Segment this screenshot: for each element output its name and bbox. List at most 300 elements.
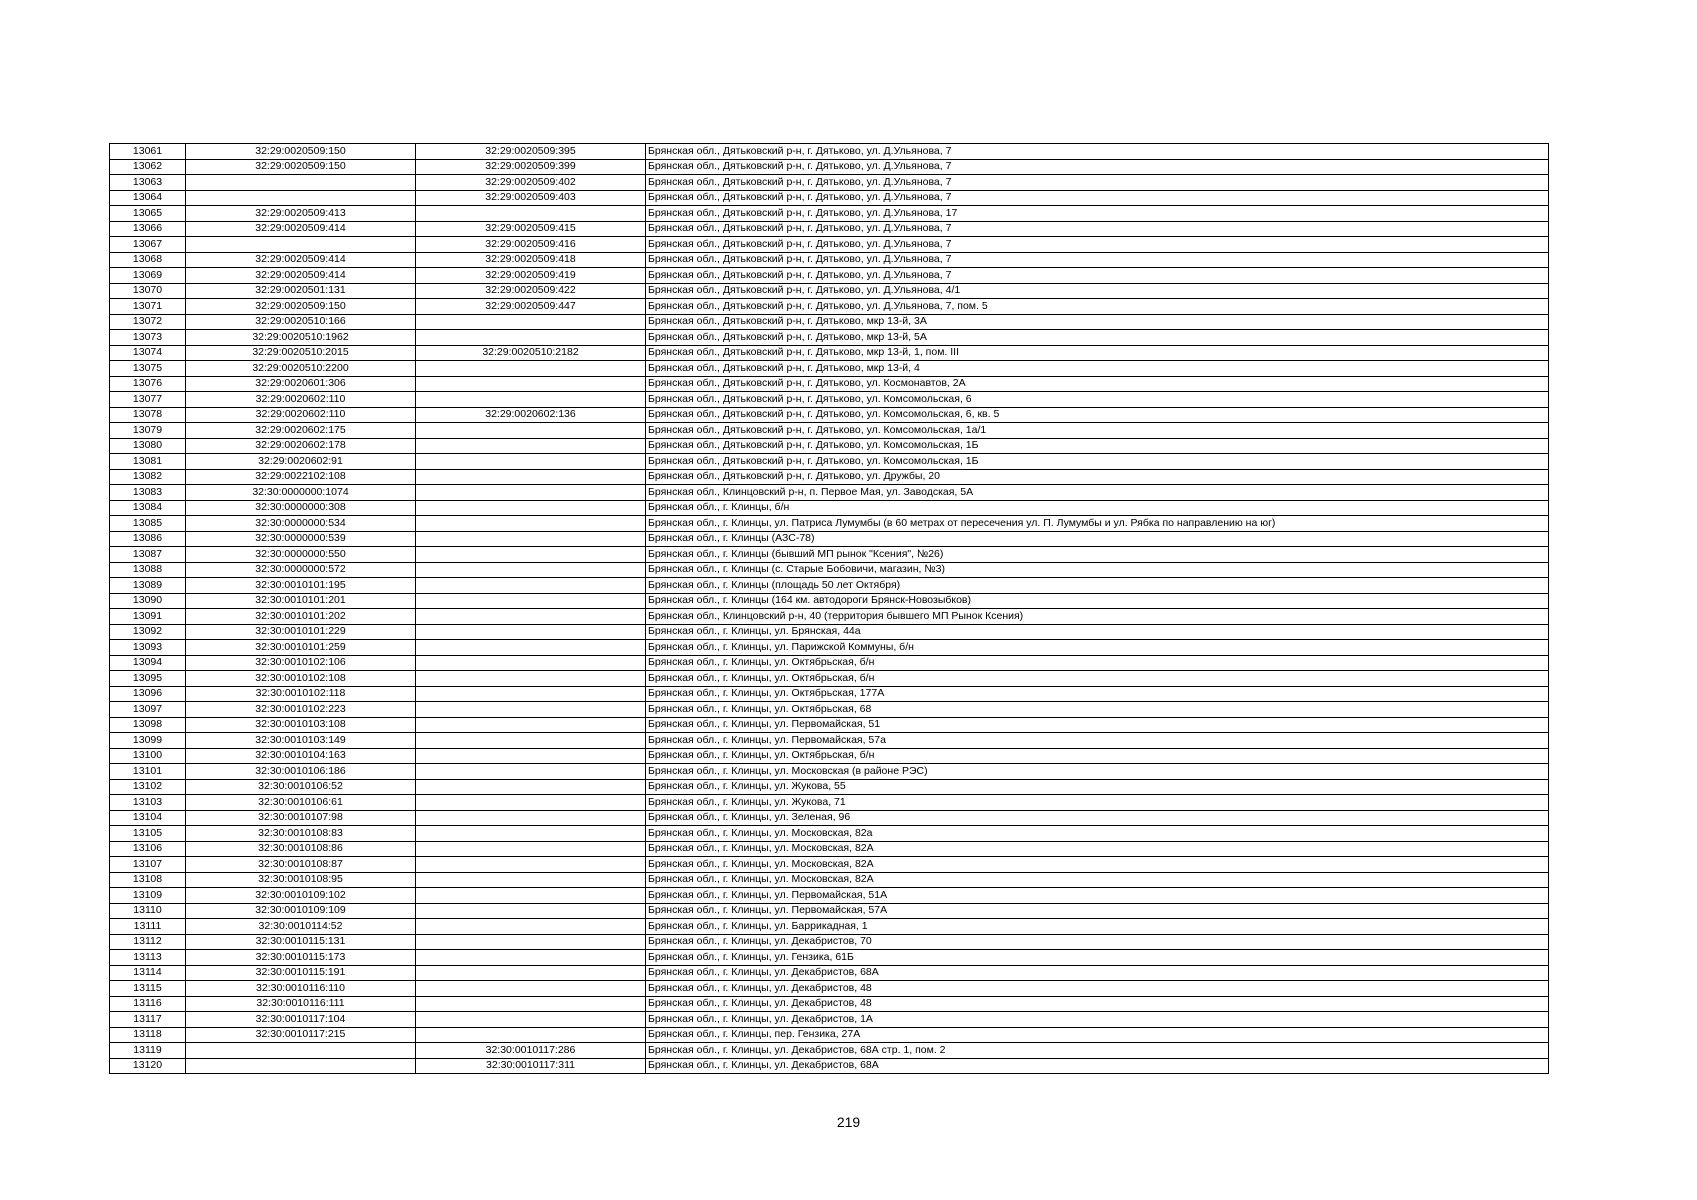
- address-cell: Брянская обл., г. Клинцы, ул. Декабристов, 48: [646, 996, 1549, 1012]
- object-number-cell: [416, 423, 646, 439]
- object-number-cell: [416, 609, 646, 625]
- address-cell: Брянская обл., Дятьковский р-н, г. Дятьково, ул. Комсомольская, 6: [646, 392, 1549, 408]
- address-cell: Брянская обл., г. Клинцы, ул. Октябрьская, б/н: [646, 748, 1549, 764]
- parcel-number-cell: 32:30:0010109:109: [186, 903, 416, 919]
- address-cell: Брянская обл., г. Клинцы, ул. Октябрьская, б/н: [646, 655, 1549, 671]
- address-cell: Брянская обл., Дятьковский р-н, г. Дятьково, мкр 13-й, 5А: [646, 330, 1549, 346]
- object-number-cell: [416, 888, 646, 904]
- parcel-number-cell: 32:29:0020510:2015: [186, 345, 416, 361]
- row-number-cell: 13068: [110, 252, 186, 268]
- address-cell: Брянская обл., г. Клинцы, ул. Московская, 82А: [646, 857, 1549, 873]
- address-cell: Брянская обл., г. Клинцы, ул. Октябрьская, б/н: [646, 671, 1549, 687]
- page-number: 219: [836, 1114, 861, 1130]
- object-number-cell: [416, 841, 646, 857]
- parcel-number-cell: 32:29:0020509:150: [186, 144, 416, 160]
- address-cell: Брянская обл., Дятьковский р-н, г. Дятьково, ул. Д.Ульянова, 7: [646, 221, 1549, 237]
- address-cell: Брянская обл., г. Клинцы, ул. Баррикадная, 1: [646, 919, 1549, 935]
- table-row: [110, 593, 1549, 609]
- object-number-cell: [416, 981, 646, 997]
- parcel-number-cell: 32:30:0000000:534: [186, 516, 416, 532]
- parcel-number-cell: 32:30:0010117:104: [186, 1012, 416, 1028]
- row-number-cell: 13071: [110, 299, 186, 315]
- parcel-number-cell: 32:30:0010116:110: [186, 981, 416, 997]
- table-row: [110, 299, 1549, 315]
- row-number-cell: 13085: [110, 516, 186, 532]
- object-number-cell: 32:29:0020509:415: [416, 221, 646, 237]
- object-number-cell: [416, 717, 646, 733]
- row-number-cell: 13103: [110, 795, 186, 811]
- table-row: [110, 609, 1549, 625]
- row-number-cell: 13075: [110, 361, 186, 377]
- parcel-number-cell: 32:30:0000000:539: [186, 531, 416, 547]
- address-cell: Брянская обл., Дятьковский р-н, г. Дятьково, ул. Дружбы, 20: [646, 469, 1549, 485]
- parcel-number-cell: 32:30:0010114:52: [186, 919, 416, 935]
- row-number-cell: 13102: [110, 779, 186, 795]
- row-number-cell: 13066: [110, 221, 186, 237]
- row-number-cell: 13061: [110, 144, 186, 160]
- address-cell: Брянская обл., Дятьковский р-н, г. Дятьково, ул. Д.Ульянова, 7: [646, 144, 1549, 160]
- object-number-cell: 32:29:0020509:403: [416, 190, 646, 206]
- row-number-cell: 13115: [110, 981, 186, 997]
- row-number-cell: 13100: [110, 748, 186, 764]
- object-number-cell: 32:29:0020509:422: [416, 283, 646, 299]
- table-row: [110, 624, 1549, 640]
- object-number-cell: 32:29:0020509:395: [416, 144, 646, 160]
- parcel-number-cell: 32:30:0010103:149: [186, 733, 416, 749]
- parcel-number-cell: 32:29:0020601:306: [186, 376, 416, 392]
- table-row: [110, 206, 1549, 222]
- row-number-cell: 13091: [110, 609, 186, 625]
- table-row: [110, 810, 1549, 826]
- object-number-cell: [416, 779, 646, 795]
- table-row: [110, 764, 1549, 780]
- row-number-cell: 13081: [110, 454, 186, 470]
- object-number-cell: 32:29:0020509:418: [416, 252, 646, 268]
- address-cell: Брянская обл., Дятьковский р-н, г. Дятьково, ул. Комсомольская, 1а/1: [646, 423, 1549, 439]
- address-cell: Брянская обл., г. Клинцы, ул. Первомайская, 57А: [646, 903, 1549, 919]
- row-number-cell: 13080: [110, 438, 186, 454]
- table-row: [110, 702, 1549, 718]
- object-number-cell: 32:29:0020510:2182: [416, 345, 646, 361]
- table-row: [110, 1027, 1549, 1043]
- object-number-cell: 32:29:0020509:447: [416, 299, 646, 315]
- address-cell: Брянская обл., г. Клинцы (бывший МП рынок "Ксения", №26): [646, 547, 1549, 563]
- object-number-cell: [416, 454, 646, 470]
- address-cell: Брянская обл., г. Клинцы, ул. Первомайская, 51: [646, 717, 1549, 733]
- parcel-number-cell: 32:30:0000000:572: [186, 562, 416, 578]
- parcel-number-cell: 32:30:0010106:61: [186, 795, 416, 811]
- parcel-number-cell: 32:30:0010117:215: [186, 1027, 416, 1043]
- object-number-cell: 32:29:0020509:419: [416, 268, 646, 284]
- object-number-cell: 32:29:0020509:402: [416, 175, 646, 191]
- row-number-cell: 13101: [110, 764, 186, 780]
- row-number-cell: 13110: [110, 903, 186, 919]
- parcel-number-cell: 32:30:0010101:229: [186, 624, 416, 640]
- table-row: [110, 733, 1549, 749]
- row-number-cell: 13078: [110, 407, 186, 423]
- parcel-number-cell: [186, 190, 416, 206]
- row-number-cell: 13093: [110, 640, 186, 656]
- table-row: [110, 841, 1549, 857]
- row-number-cell: 13107: [110, 857, 186, 873]
- table-row: [110, 500, 1549, 516]
- parcel-number-cell: 32:30:0010108:87: [186, 857, 416, 873]
- row-number-cell: 13105: [110, 826, 186, 842]
- object-number-cell: [416, 1027, 646, 1043]
- parcel-number-cell: 32:29:0020509:150: [186, 299, 416, 315]
- row-number-cell: 13114: [110, 965, 186, 981]
- object-number-cell: [416, 578, 646, 594]
- row-number-cell: 13072: [110, 314, 186, 330]
- parcel-number-cell: 32:30:0010108:86: [186, 841, 416, 857]
- address-cell: Брянская обл., г. Клинцы, ул. Зеленая, 96: [646, 810, 1549, 826]
- parcel-number-cell: [186, 1043, 416, 1059]
- table-row: [110, 655, 1549, 671]
- table-row: [110, 903, 1549, 919]
- object-number-cell: [416, 206, 646, 222]
- object-number-cell: [416, 857, 646, 873]
- row-number-cell: 13117: [110, 1012, 186, 1028]
- parcel-number-cell: 32:30:0010101:259: [186, 640, 416, 656]
- row-number-cell: 13113: [110, 950, 186, 966]
- row-number-cell: 13088: [110, 562, 186, 578]
- row-number-cell: 13118: [110, 1027, 186, 1043]
- parcel-number-cell: 32:30:0010115:191: [186, 965, 416, 981]
- object-number-cell: [416, 826, 646, 842]
- table-row: [110, 779, 1549, 795]
- parcel-number-cell: 32:29:0020510:2200: [186, 361, 416, 377]
- object-number-cell: [416, 485, 646, 501]
- object-number-cell: [416, 903, 646, 919]
- table-row: [110, 671, 1549, 687]
- registry-table-body: [110, 144, 1549, 1074]
- row-number-cell: 13099: [110, 733, 186, 749]
- object-number-cell: [416, 919, 646, 935]
- address-cell: Брянская обл., г. Клинцы, ул. Жукова, 71: [646, 795, 1549, 811]
- table-row: [110, 795, 1549, 811]
- table-row: [110, 252, 1549, 268]
- address-cell: Брянская обл., г. Клинцы (АЗС-78): [646, 531, 1549, 547]
- address-cell: Брянская обл., г. Клинцы, ул. Декабристов, 68А: [646, 965, 1549, 981]
- address-cell: Брянская обл., г. Клинцы, б/н: [646, 500, 1549, 516]
- table-row: [110, 965, 1549, 981]
- parcel-number-cell: 32:30:0010107:98: [186, 810, 416, 826]
- row-number-cell: 13076: [110, 376, 186, 392]
- row-number-cell: 13098: [110, 717, 186, 733]
- address-cell: Брянская обл., г. Клинцы, ул. Декабристов, 68А: [646, 1058, 1549, 1074]
- object-number-cell: 32:30:0010117:286: [416, 1043, 646, 1059]
- table-row: [110, 919, 1549, 935]
- object-number-cell: [416, 950, 646, 966]
- parcel-number-cell: 32:30:0010108:95: [186, 872, 416, 888]
- address-cell: Брянская обл., г. Клинцы, ул. Патриса Лумумбы (в 60 метрах от пересечения ул. П. Лумумбы и ул. Рябка по направлению на юг): [646, 516, 1549, 532]
- address-cell: Брянская обл., Дятьковский р-н, г. Дятьково, ул. Д.Ульянова, 7, пом. 5: [646, 299, 1549, 315]
- object-number-cell: [416, 795, 646, 811]
- parcel-number-cell: [186, 237, 416, 253]
- table-row: [110, 361, 1549, 377]
- table-row: [110, 407, 1549, 423]
- row-number-cell: 13109: [110, 888, 186, 904]
- table-row: [110, 562, 1549, 578]
- object-number-cell: [416, 392, 646, 408]
- row-number-cell: 13086: [110, 531, 186, 547]
- address-cell: Брянская обл., г. Клинцы (площадь 50 лет Октября): [646, 578, 1549, 594]
- address-cell: Брянская обл., г. Клинцы (с. Старые Бобовичи, магазин, №3): [646, 562, 1549, 578]
- row-number-cell: 13111: [110, 919, 186, 935]
- address-cell: Брянская обл., Дятьковский р-н, г. Дятьково, ул. Комсомольская, 1Б: [646, 454, 1549, 470]
- address-cell: Брянская обл., г. Клинцы, ул. Жукова, 55: [646, 779, 1549, 795]
- row-number-cell: 13074: [110, 345, 186, 361]
- row-number-cell: 13089: [110, 578, 186, 594]
- address-cell: Брянская обл., г. Клинцы, ул. Брянская, 44а: [646, 624, 1549, 640]
- address-cell: Брянская обл., г. Клинцы, пер. Гензика, 27А: [646, 1027, 1549, 1043]
- address-cell: Брянская обл., г. Клинцы, ул. Московская, 82А: [646, 872, 1549, 888]
- row-number-cell: 13104: [110, 810, 186, 826]
- row-number-cell: 13108: [110, 872, 186, 888]
- object-number-cell: [416, 531, 646, 547]
- row-number-cell: 13097: [110, 702, 186, 718]
- object-number-cell: [416, 593, 646, 609]
- table-row: [110, 950, 1549, 966]
- address-cell: Брянская обл., Дятьковский р-н, г. Дятьково, ул. Д.Ульянова, 7: [646, 159, 1549, 175]
- table-row: [110, 159, 1549, 175]
- table-row: [110, 485, 1549, 501]
- parcel-number-cell: 32:29:0020602:91: [186, 454, 416, 470]
- parcel-number-cell: 32:29:0020510:166: [186, 314, 416, 330]
- row-number-cell: 13079: [110, 423, 186, 439]
- row-number-cell: 13077: [110, 392, 186, 408]
- parcel-number-cell: 32:30:0010101:195: [186, 578, 416, 594]
- row-number-cell: 13062: [110, 159, 186, 175]
- table-row: [110, 469, 1549, 485]
- parcel-number-cell: 32:30:0010116:111: [186, 996, 416, 1012]
- parcel-number-cell: 32:30:0010102:118: [186, 686, 416, 702]
- object-number-cell: [416, 361, 646, 377]
- address-cell: Брянская обл., г. Клинцы, ул. Московская, 82а: [646, 826, 1549, 842]
- object-number-cell: 32:30:0010117:311: [416, 1058, 646, 1074]
- parcel-number-cell: [186, 175, 416, 191]
- object-number-cell: [416, 376, 646, 392]
- parcel-number-cell: 32:29:0020509:414: [186, 268, 416, 284]
- address-cell: Брянская обл., Дятьковский р-н, г. Дятьково, ул. Комсомольская, 6, кв. 5: [646, 407, 1549, 423]
- row-number-cell: 13095: [110, 671, 186, 687]
- table-row: [110, 1043, 1549, 1059]
- address-cell: Брянская обл., г. Клинцы, ул. Первомайская, 51А: [646, 888, 1549, 904]
- parcel-number-cell: 32:30:0000000:550: [186, 547, 416, 563]
- registry-table: [109, 143, 1549, 1074]
- parcel-number-cell: 32:30:0010104:163: [186, 748, 416, 764]
- table-row: [110, 888, 1549, 904]
- table-row: [110, 283, 1549, 299]
- address-cell: Брянская обл., Дятьковский р-н, г. Дятьково, ул. Д.Ульянова, 7: [646, 268, 1549, 284]
- table-row: [110, 221, 1549, 237]
- parcel-number-cell: 32:30:0010102:106: [186, 655, 416, 671]
- parcel-number-cell: [186, 1058, 416, 1074]
- object-number-cell: [416, 469, 646, 485]
- table-row: [110, 872, 1549, 888]
- address-cell: Брянская обл., Дятьковский р-н, г. Дятьково, ул. Комсомольская, 1Б: [646, 438, 1549, 454]
- address-cell: Брянская обл., г. Клинцы, ул. Декабристов, 70: [646, 934, 1549, 950]
- table-row: [110, 345, 1549, 361]
- table-row: [110, 826, 1549, 842]
- row-number-cell: 13065: [110, 206, 186, 222]
- object-number-cell: [416, 314, 646, 330]
- row-number-cell: 13106: [110, 841, 186, 857]
- table-row: [110, 547, 1549, 563]
- object-number-cell: [416, 500, 646, 516]
- parcel-number-cell: 32:30:0000000:1074: [186, 485, 416, 501]
- address-cell: Брянская обл., Дятьковский р-н, г. Дятьково, ул. Космонавтов, 2А: [646, 376, 1549, 392]
- object-number-cell: [416, 671, 646, 687]
- object-number-cell: [416, 748, 646, 764]
- table-row: [110, 144, 1549, 160]
- row-number-cell: 13070: [110, 283, 186, 299]
- object-number-cell: [416, 330, 646, 346]
- address-cell: Брянская обл., Клинцовский р-н, 40 (территория бывшего МП Рынок Ксения): [646, 609, 1549, 625]
- address-cell: Брянская обл., Дятьковский р-н, г. Дятьково, мкр 13-й, 3А: [646, 314, 1549, 330]
- row-number-cell: 13112: [110, 934, 186, 950]
- row-number-cell: 13082: [110, 469, 186, 485]
- table-row: [110, 578, 1549, 594]
- parcel-number-cell: 32:30:0000000:308: [186, 500, 416, 516]
- table-row: [110, 640, 1549, 656]
- object-number-cell: [416, 686, 646, 702]
- table-row: [110, 314, 1549, 330]
- parcel-number-cell: 32:29:0020509:413: [186, 206, 416, 222]
- parcel-number-cell: 32:29:0020510:1962: [186, 330, 416, 346]
- table-row: [110, 857, 1549, 873]
- object-number-cell: [416, 965, 646, 981]
- table-row: [110, 748, 1549, 764]
- object-number-cell: [416, 562, 646, 578]
- row-number-cell: 13087: [110, 547, 186, 563]
- object-number-cell: [416, 872, 646, 888]
- table-row: [110, 423, 1549, 439]
- table-row: [110, 996, 1549, 1012]
- table-row: [110, 190, 1549, 206]
- table-row: [110, 454, 1549, 470]
- table-row: [110, 268, 1549, 284]
- address-cell: Брянская обл., г. Клинцы (164 км. автодороги Брянск-Новозыбков): [646, 593, 1549, 609]
- table-row: [110, 438, 1549, 454]
- row-number-cell: 13084: [110, 500, 186, 516]
- address-cell: Брянская обл., г. Клинцы, ул. Московская, 82А: [646, 841, 1549, 857]
- parcel-number-cell: 32:30:0010115:173: [186, 950, 416, 966]
- object-number-cell: [416, 624, 646, 640]
- parcel-number-cell: 32:29:0020509:414: [186, 221, 416, 237]
- row-number-cell: 13120: [110, 1058, 186, 1074]
- address-cell: Брянская обл., г. Клинцы, ул. Декабристов, 1А: [646, 1012, 1549, 1028]
- address-cell: Брянская обл., Дятьковский р-н, г. Дятьково, ул. Д.Ульянова, 7: [646, 237, 1549, 253]
- address-cell: Брянская обл., Дятьковский р-н, г. Дятьково, ул. Д.Ульянова, 4/1: [646, 283, 1549, 299]
- table-row: [110, 531, 1549, 547]
- parcel-number-cell: 32:29:0020602:110: [186, 392, 416, 408]
- parcel-number-cell: 32:30:0010106:186: [186, 764, 416, 780]
- row-number-cell: 13116: [110, 996, 186, 1012]
- table-row: [110, 686, 1549, 702]
- row-number-cell: 13063: [110, 175, 186, 191]
- parcel-number-cell: 32:30:0010102:223: [186, 702, 416, 718]
- parcel-number-cell: 32:30:0010108:83: [186, 826, 416, 842]
- object-number-cell: 32:29:0020509:399: [416, 159, 646, 175]
- address-cell: Брянская обл., г. Клинцы, ул. Парижской Коммуны, б/н: [646, 640, 1549, 656]
- row-number-cell: 13090: [110, 593, 186, 609]
- parcel-number-cell: 32:29:0020602:178: [186, 438, 416, 454]
- row-number-cell: 13096: [110, 686, 186, 702]
- parcel-number-cell: 32:30:0010106:52: [186, 779, 416, 795]
- parcel-number-cell: 32:30:0010115:131: [186, 934, 416, 950]
- parcel-number-cell: 32:30:0010102:108: [186, 671, 416, 687]
- address-cell: Брянская обл., Дятьковский р-н, г. Дятьково, ул. Д.Ульянова, 7: [646, 252, 1549, 268]
- object-number-cell: [416, 655, 646, 671]
- address-cell: Брянская обл., Дятьковский р-н, г. Дятьково, ул. Д.Ульянова, 7: [646, 190, 1549, 206]
- object-number-cell: [416, 702, 646, 718]
- parcel-number-cell: 32:29:0022102:108: [186, 469, 416, 485]
- object-number-cell: [416, 733, 646, 749]
- parcel-number-cell: 32:30:0010109:102: [186, 888, 416, 904]
- address-cell: Брянская обл., Дятьковский р-н, г. Дятьково, ул. Д.Ульянова, 17: [646, 206, 1549, 222]
- parcel-number-cell: 32:30:0010103:108: [186, 717, 416, 733]
- parcel-number-cell: 32:29:0020509:414: [186, 252, 416, 268]
- address-cell: Брянская обл., г. Клинцы, ул. Декабристов, 48: [646, 981, 1549, 997]
- parcel-number-cell: 32:29:0020501:131: [186, 283, 416, 299]
- parcel-number-cell: 32:30:0010101:202: [186, 609, 416, 625]
- address-cell: Брянская обл., Клинцовский р-н, п. Первое Мая, ул. Заводская, 5А: [646, 485, 1549, 501]
- row-number-cell: 13094: [110, 655, 186, 671]
- address-cell: Брянская обл., г. Клинцы, ул. Октябрьская, 68: [646, 702, 1549, 718]
- object-number-cell: [416, 547, 646, 563]
- row-number-cell: 13069: [110, 268, 186, 284]
- table-row: [110, 376, 1549, 392]
- row-number-cell: 13064: [110, 190, 186, 206]
- address-cell: Брянская обл., г. Клинцы, ул. Декабристов, 68А стр. 1, пом. 2: [646, 1043, 1549, 1059]
- address-cell: Брянская обл., г. Клинцы, ул. Московская (в районе РЭС): [646, 764, 1549, 780]
- object-number-cell: [416, 640, 646, 656]
- table-row: [110, 516, 1549, 532]
- table-row: [110, 981, 1549, 997]
- object-number-cell: [416, 438, 646, 454]
- object-number-cell: [416, 996, 646, 1012]
- table-row: [110, 392, 1549, 408]
- table-row: [110, 1012, 1549, 1028]
- row-number-cell: 13119: [110, 1043, 186, 1059]
- parcel-number-cell: 32:29:0020602:110: [186, 407, 416, 423]
- address-cell: Брянская обл., Дятьковский р-н, г. Дятьково, ул. Д.Ульянова, 7: [646, 175, 1549, 191]
- object-number-cell: 32:29:0020509:416: [416, 237, 646, 253]
- object-number-cell: [416, 810, 646, 826]
- object-number-cell: [416, 764, 646, 780]
- table-row: [110, 1058, 1549, 1074]
- object-number-cell: [416, 934, 646, 950]
- table-row: [110, 717, 1549, 733]
- address-cell: Брянская обл., Дятьковский р-н, г. Дятьково, мкр 13-й, 4: [646, 361, 1549, 377]
- table-row: [110, 934, 1549, 950]
- row-number-cell: 13083: [110, 485, 186, 501]
- row-number-cell: 13067: [110, 237, 186, 253]
- table-row: [110, 237, 1549, 253]
- object-number-cell: [416, 516, 646, 532]
- parcel-number-cell: 32:30:0010101:201: [186, 593, 416, 609]
- address-cell: Брянская обл., Дятьковский р-н, г. Дятьково, мкр 13-й, 1, пом. III: [646, 345, 1549, 361]
- table-row: [110, 330, 1549, 346]
- object-number-cell: 32:29:0020602:136: [416, 407, 646, 423]
- address-cell: Брянская обл., г. Клинцы, ул. Октябрьская, 177А: [646, 686, 1549, 702]
- table-row: [110, 175, 1549, 191]
- row-number-cell: 13092: [110, 624, 186, 640]
- address-cell: Брянская обл., г. Клинцы, ул. Первомайская, 57а: [646, 733, 1549, 749]
- parcel-number-cell: 32:29:0020602:175: [186, 423, 416, 439]
- object-number-cell: [416, 1012, 646, 1028]
